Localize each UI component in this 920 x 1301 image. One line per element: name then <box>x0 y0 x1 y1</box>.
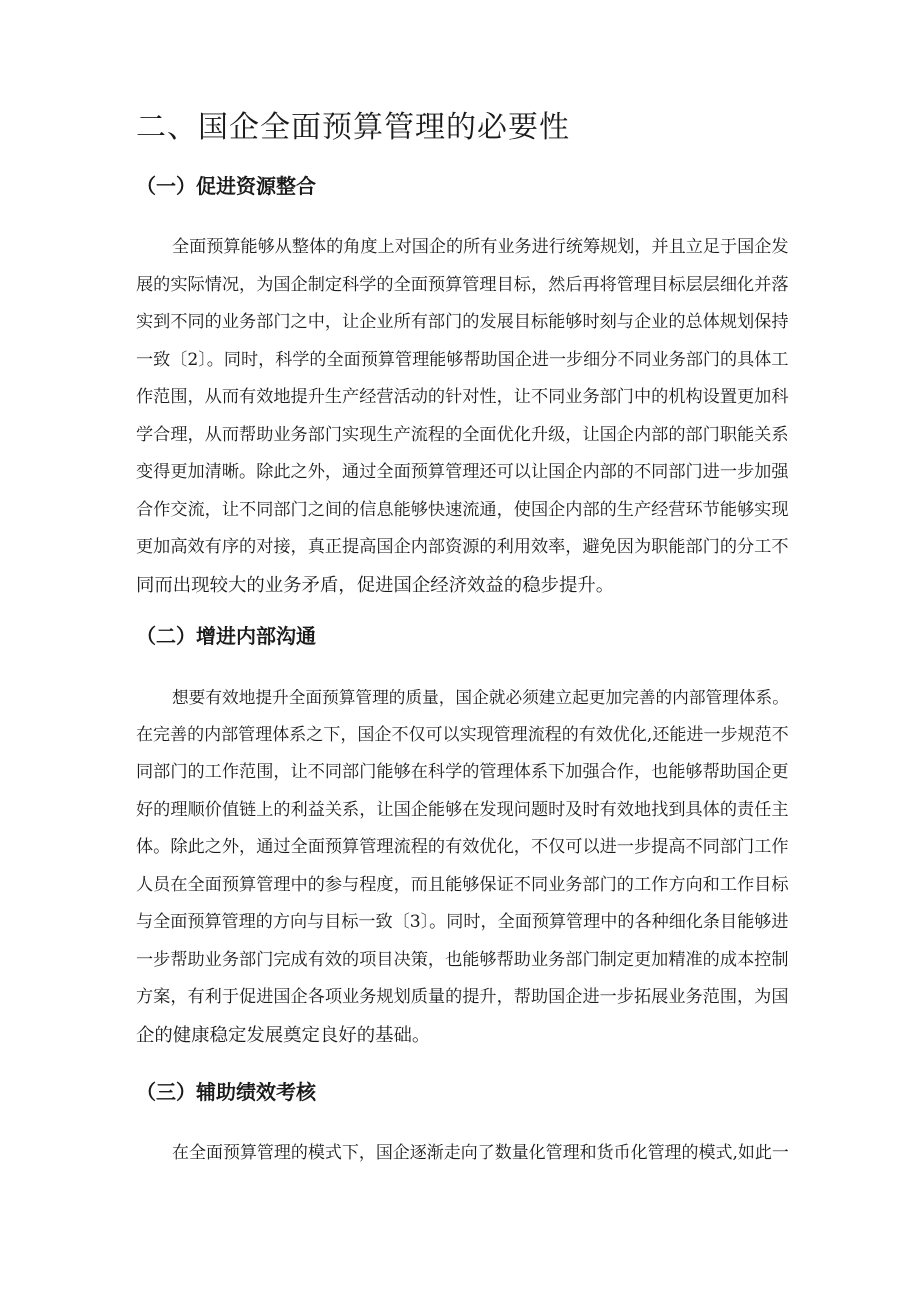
paragraph-line: 一致〔2〕。同时，科学的全面预算管理能够帮助国企进一步细分不同业务部门的具体工 <box>136 349 789 370</box>
section-body-3 <box>136 1135 792 1173</box>
paragraph-line: 人员在全面预算管理中的参与程度，而且能够保证不同业务部门的工作方向和工作目标 <box>136 874 789 895</box>
paragraph-line: 更加高效有序的对接，真正提高国企内部资源的利用效率，避免因为职能部门的分工不 <box>136 537 789 557</box>
paragraph-line: 在完善的内部管理体系之下，国企不仅可以实现管理流程的有效优化,还能进一步规范不 <box>136 724 789 745</box>
paragraph-line: 变得更加清晰。除此之外，通过全面预算管理还可以让国企内部的不同部门进一步加强 <box>136 462 789 482</box>
paragraph-line: 实到不同的业务部门之中，让企业所有部门的发展目标能够时刻与企业的总体规划保持 <box>136 312 789 332</box>
section-heading-2: （二）增进内部沟通 <box>136 624 316 648</box>
paragraph-line: 体。除此之外，通过全面预算管理流程的有效优化，不仅可以进一步提高不同部门工作 <box>136 837 789 857</box>
paragraph-line: 全面预算能够从整体的角度上对国企的所有业务进行统筹规划，并且立足于国企发 <box>172 237 789 257</box>
section-body-2 <box>136 679 792 1054</box>
section-heading-3: （三）辅助绩效考核 <box>136 1080 316 1104</box>
paragraph-line: 合作交流，让不同部门之间的信息能够快速流通，使国企内部的生产经营环节能够实现 <box>136 499 789 520</box>
paragraph-line: 同部门的工作范围，让不同部门能够在科学的管理体系下加强合作，也能够帮助国企更 <box>136 762 789 782</box>
paragraph-line: 方案，有利于促进国企各项业务规划质量的提升，帮助国企进一步拓展业务范围，为国 <box>136 987 789 1007</box>
paragraph-line: 与全面预算管理的方向与目标一致〔3〕。同时，全面预算管理中的各种细化条目能够进 <box>136 912 789 932</box>
paragraph-line: 学合理，从而帮助业务部门实现生产流程的全面优化升级，让国企内部的部门职能关系 <box>136 424 789 445</box>
paragraph-line: 一步帮助业务部门完成有效的项目决策，也能够帮助业务部门制定更加精准的成本控制 <box>136 949 789 970</box>
section-heading-1: （一）促进资源整合 <box>136 174 316 198</box>
paragraph-line: 作范围，从而有效地提升生产经营活动的针对性，让不同业务部门中的机构设置更加科 <box>136 387 789 407</box>
page-title: 二、国企全面预算管理的必要性 <box>136 110 570 145</box>
paragraph-line: 展的实际情况，为国企制定科学的全面预算管理目标，然后再将管理目标层层细化并落 <box>136 274 789 295</box>
paragraph-line: 同而出现较大的业务矛盾，促进国企经济效益的稳步提升。 <box>136 574 615 596</box>
section-body-1 <box>136 229 792 604</box>
paragraph-line: 想要有效地提升全面预算管理的质量，国企就必须建立起更加完善的内部管理体系。 <box>172 688 789 707</box>
paragraph-line: 企的健康稳定发展奠定良好的基础。 <box>136 1024 431 1046</box>
paragraph-line: 在全面预算管理的模式下，国企逐渐走向了数量化管理和货币化管理的模式,如此一 <box>172 1143 789 1163</box>
paragraph-line: 好的理顺价值链上的利益关系，让国企能够在发现问题时及时有效地找到具体的责任主 <box>136 799 789 820</box>
